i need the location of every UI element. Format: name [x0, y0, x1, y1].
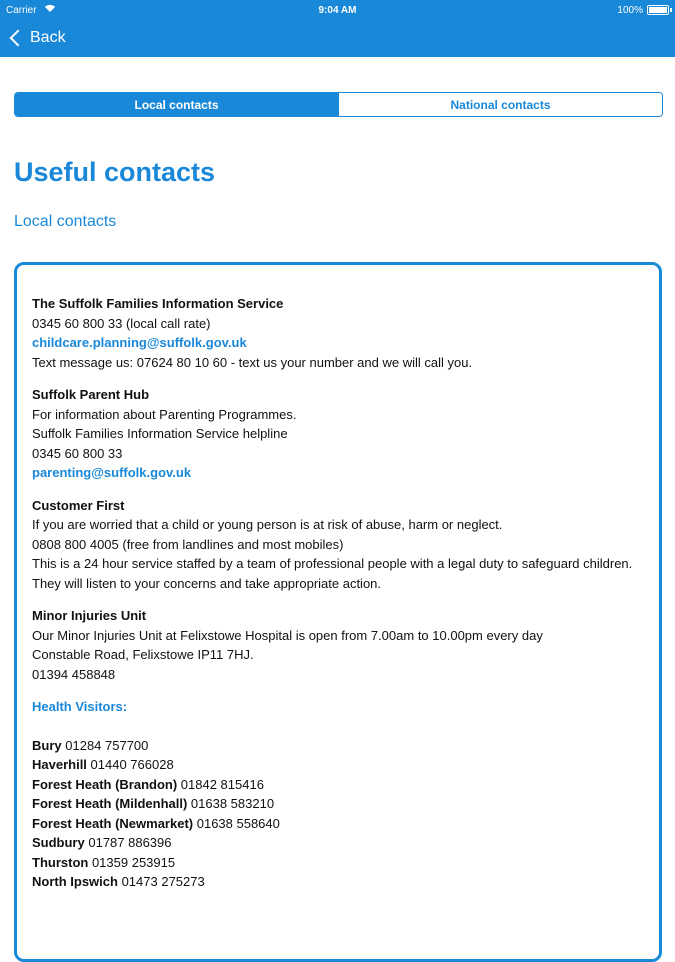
battery-icon — [647, 5, 669, 15]
hv-place: Forest Heath (Newmarket) — [32, 815, 194, 831]
navigation-bar — [0, 0, 675, 57]
back-button[interactable] — [6, 27, 66, 49]
hv-phone: 01638 558640 — [196, 815, 280, 831]
hv-phone: 01440 766028 — [90, 757, 174, 772]
contact-heading: The Suffolk Families Information Service — [32, 296, 284, 311]
hv-place: Sudbury — [32, 835, 85, 850]
contact-heading: Customer First — [32, 497, 125, 513]
contacts-content — [32, 294, 642, 905]
page-title: Useful contacts — [14, 157, 216, 187]
contact-block-parent-hub — [32, 385, 642, 483]
list-item — [32, 775, 642, 795]
chevron-left-icon — [10, 30, 27, 47]
hv-place: Forest Heath (Mildenhall) — [32, 796, 188, 811]
battery-percentage: 100% — [617, 5, 643, 16]
list-item — [32, 872, 642, 892]
contact-phone: 0345 60 800 33 — [32, 445, 123, 461]
contact-block-sfis — [32, 294, 642, 372]
carrier-label: Carrier — [6, 5, 37, 16]
back-button-label: Back — [30, 29, 66, 46]
health-visitors-block — [32, 697, 642, 892]
contact-text: Our Minor Injuries Unit at Felixstowe Hospital is open from 7.00am to 10.00pm every day — [32, 627, 543, 643]
list-item — [32, 755, 642, 775]
contacts-segmented-control — [14, 92, 663, 117]
list-item — [32, 833, 642, 853]
contacts-card — [14, 262, 662, 962]
contact-text: Suffolk Families Information Service helpline — [32, 426, 288, 441]
list-item — [32, 736, 642, 756]
hv-phone: 01359 253915 — [91, 854, 176, 870]
tab-local-contacts[interactable]: Local contacts — [15, 93, 338, 116]
tab-national-contacts[interactable]: National contacts — [338, 93, 662, 116]
hv-phone: 01787 886396 — [88, 835, 172, 850]
hv-phone: 01284 757700 — [65, 737, 149, 753]
hv-place: Forest Heath (Brandon) — [32, 776, 178, 792]
hv-phone: 01842 815416 — [180, 776, 264, 792]
contact-block-minor-injuries — [32, 606, 642, 684]
contact-text: Text message us: 07624 80 10 60 - text us your number and we will call you. — [32, 354, 473, 370]
contact-heading: Minor Injuries Unit — [32, 608, 147, 623]
contact-text: This is a 24 hour service staffed by a team of professional people with a legal duty to safeguard children. They will listen to your concerns and take appropriate action. — [32, 556, 633, 591]
email-link[interactable]: childcare.planning@suffolk.gov.uk — [32, 335, 247, 350]
hv-place: Bury — [32, 737, 62, 753]
contact-text: For information about Parenting Programmes. — [32, 406, 297, 422]
list-item — [32, 814, 642, 834]
list-item — [32, 853, 642, 873]
status-bar — [0, 0, 675, 20]
contact-text: If you are worried that a child or young person is at risk of abuse, harm or neglect. — [32, 517, 503, 532]
status-time: 9:04 AM — [318, 5, 357, 16]
contact-block-customer-first — [32, 496, 642, 594]
contact-heading: Suffolk Parent Hub — [32, 387, 150, 402]
section-subtitle: Local contacts — [14, 213, 117, 230]
contact-address: Constable Road, Felixstowe IP11 7HJ. — [32, 647, 254, 662]
hv-phone: 01638 583210 — [190, 796, 275, 811]
list-item — [32, 794, 642, 814]
hv-place: Thurston — [32, 854, 89, 870]
hv-phone: 01473 275273 — [121, 874, 205, 889]
hv-place: North Ipswich — [32, 874, 118, 889]
email-link[interactable]: parenting@suffolk.gov.uk — [32, 465, 192, 480]
health-visitors-title: Health Visitors: — [32, 699, 128, 714]
contact-phone: 01394 458848 — [32, 666, 116, 682]
contact-phone: 0808 800 4005 (free from landlines and most mobiles) — [32, 536, 344, 552]
hv-place: Haverhill — [32, 757, 87, 772]
contact-phone: 0345 60 800 33 (local call rate) — [32, 315, 211, 331]
